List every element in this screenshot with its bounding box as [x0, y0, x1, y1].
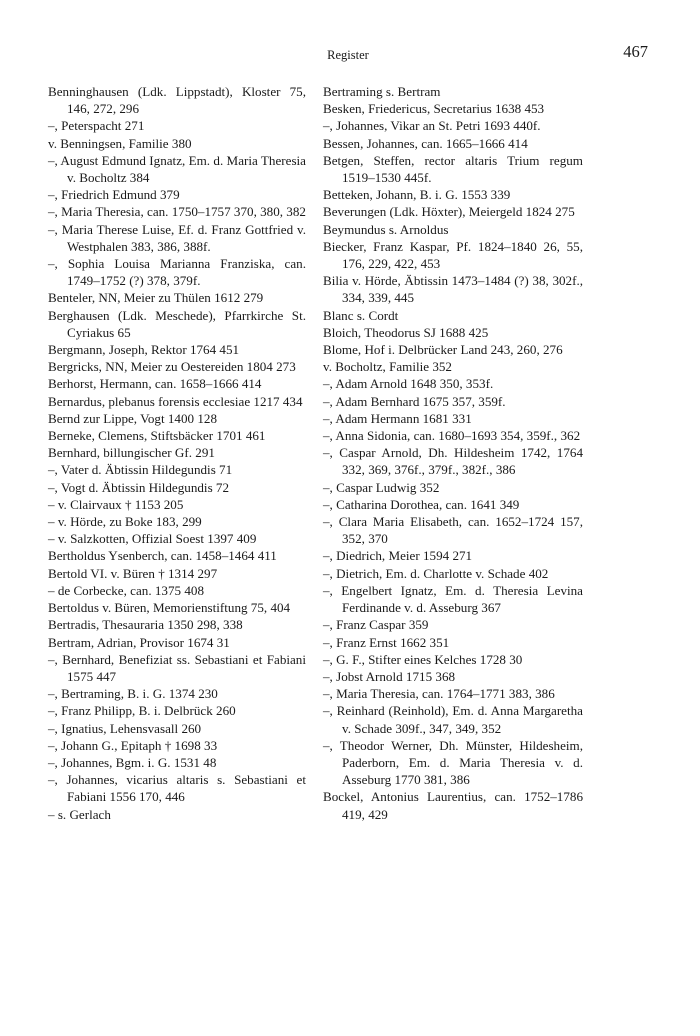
index-entry: Betteken, Johann, B. i. G. 1553 339	[323, 187, 511, 203]
index-entry: –, Anna Sidonia, can. 1680–1693 354, 359f., 362	[323, 428, 581, 444]
index-entry: –, Vogt d. Äbtissin Hildegundis 72	[48, 479, 230, 495]
index-entry: –, Sophia Louisa Marianna Franziska, can. 1749–1752 (?) 378, 379f.	[48, 256, 306, 289]
index-entry: –, Maria Theresia, can. 1750–1757 370, 380, 382	[48, 204, 306, 220]
index-entry: –, Clara Maria Elisabeth, can. 1652–1724 157, 352, 370	[323, 514, 583, 547]
index-entry: Benninghausen (Ldk. Lippstadt), Kloster 75, 146, 272, 296	[48, 84, 306, 117]
index-entry: – de Corbecke, can. 1375 408	[48, 582, 204, 598]
index-entry: – v. Hörde, zu Boke 183, 299	[48, 514, 202, 530]
index-entry: Blome, Hof i. Delbrücker Land 243, 260, 276	[323, 342, 563, 358]
index-entry: –, Adam Hermann 1681 331	[323, 410, 472, 426]
index-entry: –, Franz Ernst 1662 351	[323, 634, 450, 650]
index-entry: –, Engelbert Ignatz, Em. d. Theresia Levina Ferdinande v. d. Asseburg 367	[323, 582, 583, 616]
index-entry: –, Caspar Arnold, Dh. Hildesheim 1742, 1764 332, 369, 376f., 379f., 382f., 386	[323, 445, 583, 478]
index-entry: –, Maria Therese Luise, Ef. d. Franz Gottfried v. Westphalen 383, 386, 388f.	[48, 221, 306, 254]
index-entry: –, Theodor Werner, Dh. Münster, Hildesheim, Paderborn, Em. d. Maria Theresia v. d. Asseburg 1770 381, 386	[323, 737, 583, 788]
index-entry: Bergmann, Joseph, Rektor 1764 451	[48, 342, 240, 358]
index-entry: Blanc s. Cordt	[323, 307, 399, 323]
index-entry: –, Maria Theresia, can. 1764–1771 383, 386	[323, 686, 555, 702]
index-entry: Bertholdus Ysenberch, can. 1458–1464 411	[48, 548, 277, 564]
index-entry: –, Johannes, Vikar an St. Petri 1693 440f.	[323, 118, 541, 134]
index-entry: Bernhard, billungischer Gf. 291	[48, 445, 215, 461]
index-entry: –, Catharina Dorothea, can. 1641 349	[323, 496, 520, 512]
index-entry: Bertraming s. Bertram	[323, 84, 441, 99]
index-entry: –, Bertraming, B. i. G. 1374 230	[48, 686, 218, 702]
index-entry: Bloich, Theodorus SJ 1688 425	[323, 324, 489, 340]
index-entry: Bertradis, Thesauraria 1350 298, 338	[48, 617, 243, 633]
index-entry: v. Bocholtz, Familie 352	[323, 359, 452, 375]
index-entry: –, Friedrich Edmund 379	[48, 187, 180, 203]
index-entry: Bertram, Adrian, Provisor 1674 31	[48, 634, 230, 650]
page-number: 467	[623, 42, 648, 61]
index-entry: –, Vater d. Äbtissin Hildegundis 71	[48, 462, 233, 478]
index-entry: Benteler, NN, Meier zu Thülen 1612 279	[48, 290, 264, 306]
index-entry: Biecker, Franz Kaspar, Pf. 1824–1840 26, 55, 176, 229, 422, 453	[323, 238, 583, 272]
index-entry: Bertold VI. v. Büren † 1314 297	[48, 565, 218, 581]
index-entry: Berhorst, Hermann, can. 1658–1666 414	[48, 376, 262, 392]
index-entry: Bergricks, NN, Meier zu Oestereiden 1804 273	[48, 359, 296, 375]
index-entry: Bilia v. Hörde, Äbtissin 1473–1484 (?) 38, 302f., 334, 339, 445	[323, 273, 583, 306]
index-entry: – s. Gerlach	[48, 806, 111, 822]
index-entry: –, Peterspacht 271	[48, 118, 145, 134]
index-entry: – v. Salzkotten, Offizial Soest 1397 409	[48, 531, 257, 547]
index-column-right	[323, 83, 583, 823]
index-entry: –, Johannes, vicarius altaris s. Sebastiani et Fabiani 1556 170, 446	[48, 772, 306, 805]
index-entry: Bertoldus v. Büren, Memorienstiftung 75, 404	[48, 600, 291, 616]
index-entry: –, Johann G., Epitaph † 1698 33	[48, 737, 218, 753]
index-entry: –, Jobst Arnold 1715 368	[323, 668, 456, 684]
index-entry: –, Johannes, Bgm. i. G. 1531 48	[48, 754, 217, 770]
index-entry: –, Bernhard, Benefiziat ss. Sebastiani et Fabiani 1575 447	[48, 651, 306, 684]
index-entry: Betgen, Steffen, rector altaris Trium regum 1519–1530 445f.	[323, 152, 583, 186]
index-entry: –, Diedrich, Meier 1594 271	[323, 548, 473, 564]
index-entry: –, Adam Arnold 1648 350, 353f.	[323, 376, 494, 392]
index-entry: –, Reinhard (Reinhold), Em. d. Anna Margaretha v. Schade 309f., 347, 349, 352	[323, 703, 583, 736]
index-entry: Bessen, Johannes, can. 1665–1666 414	[323, 135, 528, 151]
index-entry: – v. Clairvaux † 1153 205	[48, 496, 184, 512]
index-column-left	[48, 83, 306, 823]
index-entry: Besken, Friedericus, Secretarius 1638 453	[323, 101, 545, 117]
running-title: Register	[327, 48, 369, 62]
index-entry: Beverungen (Ldk. Höxter), Meiergeld 1824 275	[323, 204, 575, 220]
index-entry: Bernd zur Lippe, Vogt 1400 128	[48, 410, 217, 426]
page-header	[48, 40, 648, 70]
index-entry: Bernardus, plebanus forensis ecclesiae 1217 434	[48, 393, 303, 409]
index-entry: –, Ignatius, Lehensvasall 260	[48, 720, 202, 736]
index-entry: Bockel, Antonius Laurentius, can. 1752–1786 419, 429	[323, 789, 583, 822]
index-entry: –, Franz Caspar 359	[323, 617, 429, 633]
index-entry: Berghausen (Ldk. Meschede), Pfarrkirche St. Cyriakus 65	[48, 307, 306, 340]
index-entry: –, August Edmund Ignatz, Em. d. Maria Theresia v. Bocholtz 384	[48, 152, 306, 186]
index-entry: Berneke, Clemens, Stiftsbäcker 1701 461	[48, 428, 266, 444]
index-entry: –, G. F., Stifter eines Kelches 1728 30	[323, 651, 523, 667]
index-entry: Beymundus s. Arnoldus	[323, 221, 449, 237]
index-entry: –, Caspar Ludwig 352	[323, 479, 440, 495]
index-entry: –, Franz Philipp, B. i. Delbrück 260	[48, 703, 236, 719]
index-entry: –, Adam Bernhard 1675 357, 359f.	[323, 393, 506, 409]
index-entry: –, Dietrich, Em. d. Charlotte v. Schade 402	[323, 565, 549, 581]
index-entry: v. Benningsen, Familie 380	[48, 135, 192, 151]
